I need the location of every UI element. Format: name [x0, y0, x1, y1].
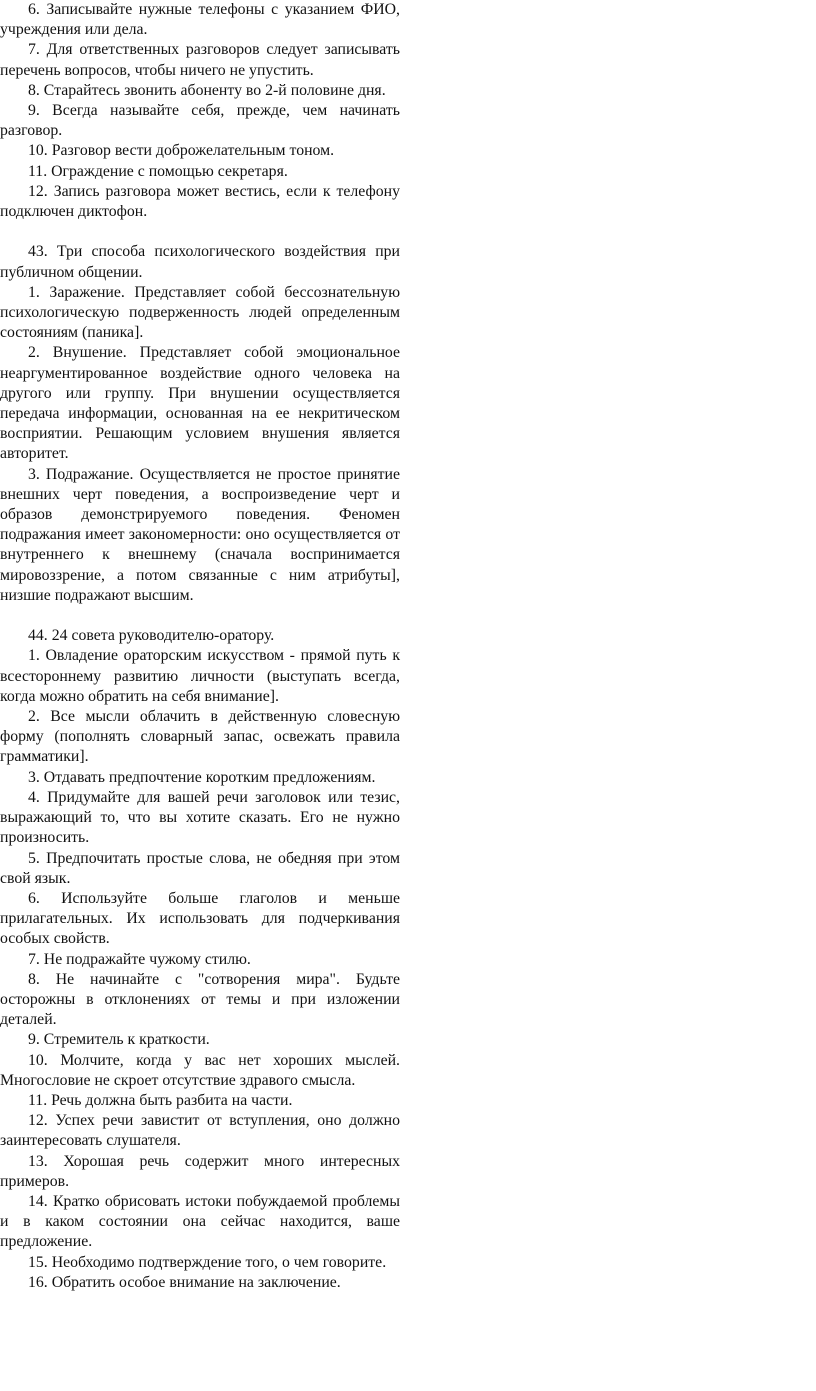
list-item: 2. Внушение. Представляет собой эмоциональное неаргументированное воздействие одного человека на другого или группу. При внушении осуществляется передача информации, основанная на ее некритическом восприятии. Решающим условием внушения является авторитет. [0, 344, 400, 463]
list-item: 9. Стремитель к краткости. [28, 1031, 210, 1049]
list-item: 12. Успех речи завистит от вступления, оно должно заинтересовать слушателя. [0, 1112, 400, 1150]
list-item: 6. Используйте больше глаголов и меньше прилагательных. Их использовать для подчеркивания особых свойств. [0, 889, 400, 948]
section-heading-43: 43. Три способа психологического воздействия при публичном общении. [0, 243, 400, 281]
list-item: 11. Ограждение с помощью секретаря. [28, 162, 288, 180]
list-item: 12. Запись разговора может вестись, если к телефону подключен диктофон. [0, 182, 400, 221]
list-item: 8. Не начинайте с "сотворения мира". Будьте осторожны в отклонениях от темы и при изложении деталей. [0, 970, 400, 1029]
list-item: 5. Предпочитать простые слова, не обедняя при этом свой язык. [0, 849, 400, 887]
list-item: 3. Подражание. Осуществляется не простое принятие внешних черт поведения, а воспроизведение черт и образов демонстрируемого поведения. Феномен подражания имеет закономерности: оно осуществляется от внутреннего к внешнему (сначала воспринимается мировоззрение, а потом связанные с ним атрибуты], низшие подражают высшим. [0, 465, 400, 604]
list-item: 1. Заражение. Представляет собой бессознательную психологическую подверженность людей определенным состояниям (паника]. [0, 283, 400, 342]
list-item: 6. Записывайте нужные телефоны с указанием ФИО, учреждения или дела. [0, 1, 400, 39]
list-item: 2. Все мысли облачить в действенную словесную форму (пополнять словарный запас, освежать правила грамматики]. [0, 708, 400, 766]
list-item: 4. Придумайте для вашей речи заголовок или тезис, выражающий то, что вы хотите сказать. Его не нужно произносить. [0, 788, 400, 847]
list-item: 14. Кратко обрисовать истоки побуждаемой проблемы и в каком состоянии она сейчас находится, ваше предложение. [0, 1192, 400, 1251]
list-item: 10. Молчите, когда у вас нет хороших мыслей. Многословие не скроет отсутствие здравого смысла. [0, 1051, 400, 1089]
section-heading-44: 44. 24 совета руководителю-оратору. [28, 627, 275, 645]
paragraph-gap [0, 222, 400, 242]
list-item: 9. Всегда называйте себя, прежде, чем начинать разговор. [0, 102, 400, 140]
list-item: 7. Для ответственных разговоров следует записывать перечень вопросов, чтобы ничего не упустить. [0, 41, 400, 79]
paragraph-gap [0, 606, 400, 626]
list-item: 16. Обратить особое внимание на заключение. [28, 1273, 341, 1291]
list-item: 11. Речь должна быть разбита на части. [28, 1091, 293, 1109]
list-item: 13. Хорошая речь содержит много интересных примеров. [0, 1152, 400, 1190]
list-item: 15. Необходимо подтверждение того, о чем говорите. [28, 1253, 387, 1271]
list-item: 7. Не подражайте чужому стилю. [28, 950, 251, 968]
list-item: 3. Отдавать предпочтение коротким предложениям. [28, 768, 376, 786]
list-item: 8. Старайтесь звонить абоненту во 2-й половине дня. [28, 81, 386, 99]
list-item: 10. Разговор вести доброжелательным тоном. [28, 142, 335, 160]
text-column [0, 0, 400, 1293]
list-item: 1. Овладение ораторским искусством - прямой путь к всестороннему развитию личности (выступать всегда, когда можно обратить на себя внимание]. [0, 647, 400, 705]
